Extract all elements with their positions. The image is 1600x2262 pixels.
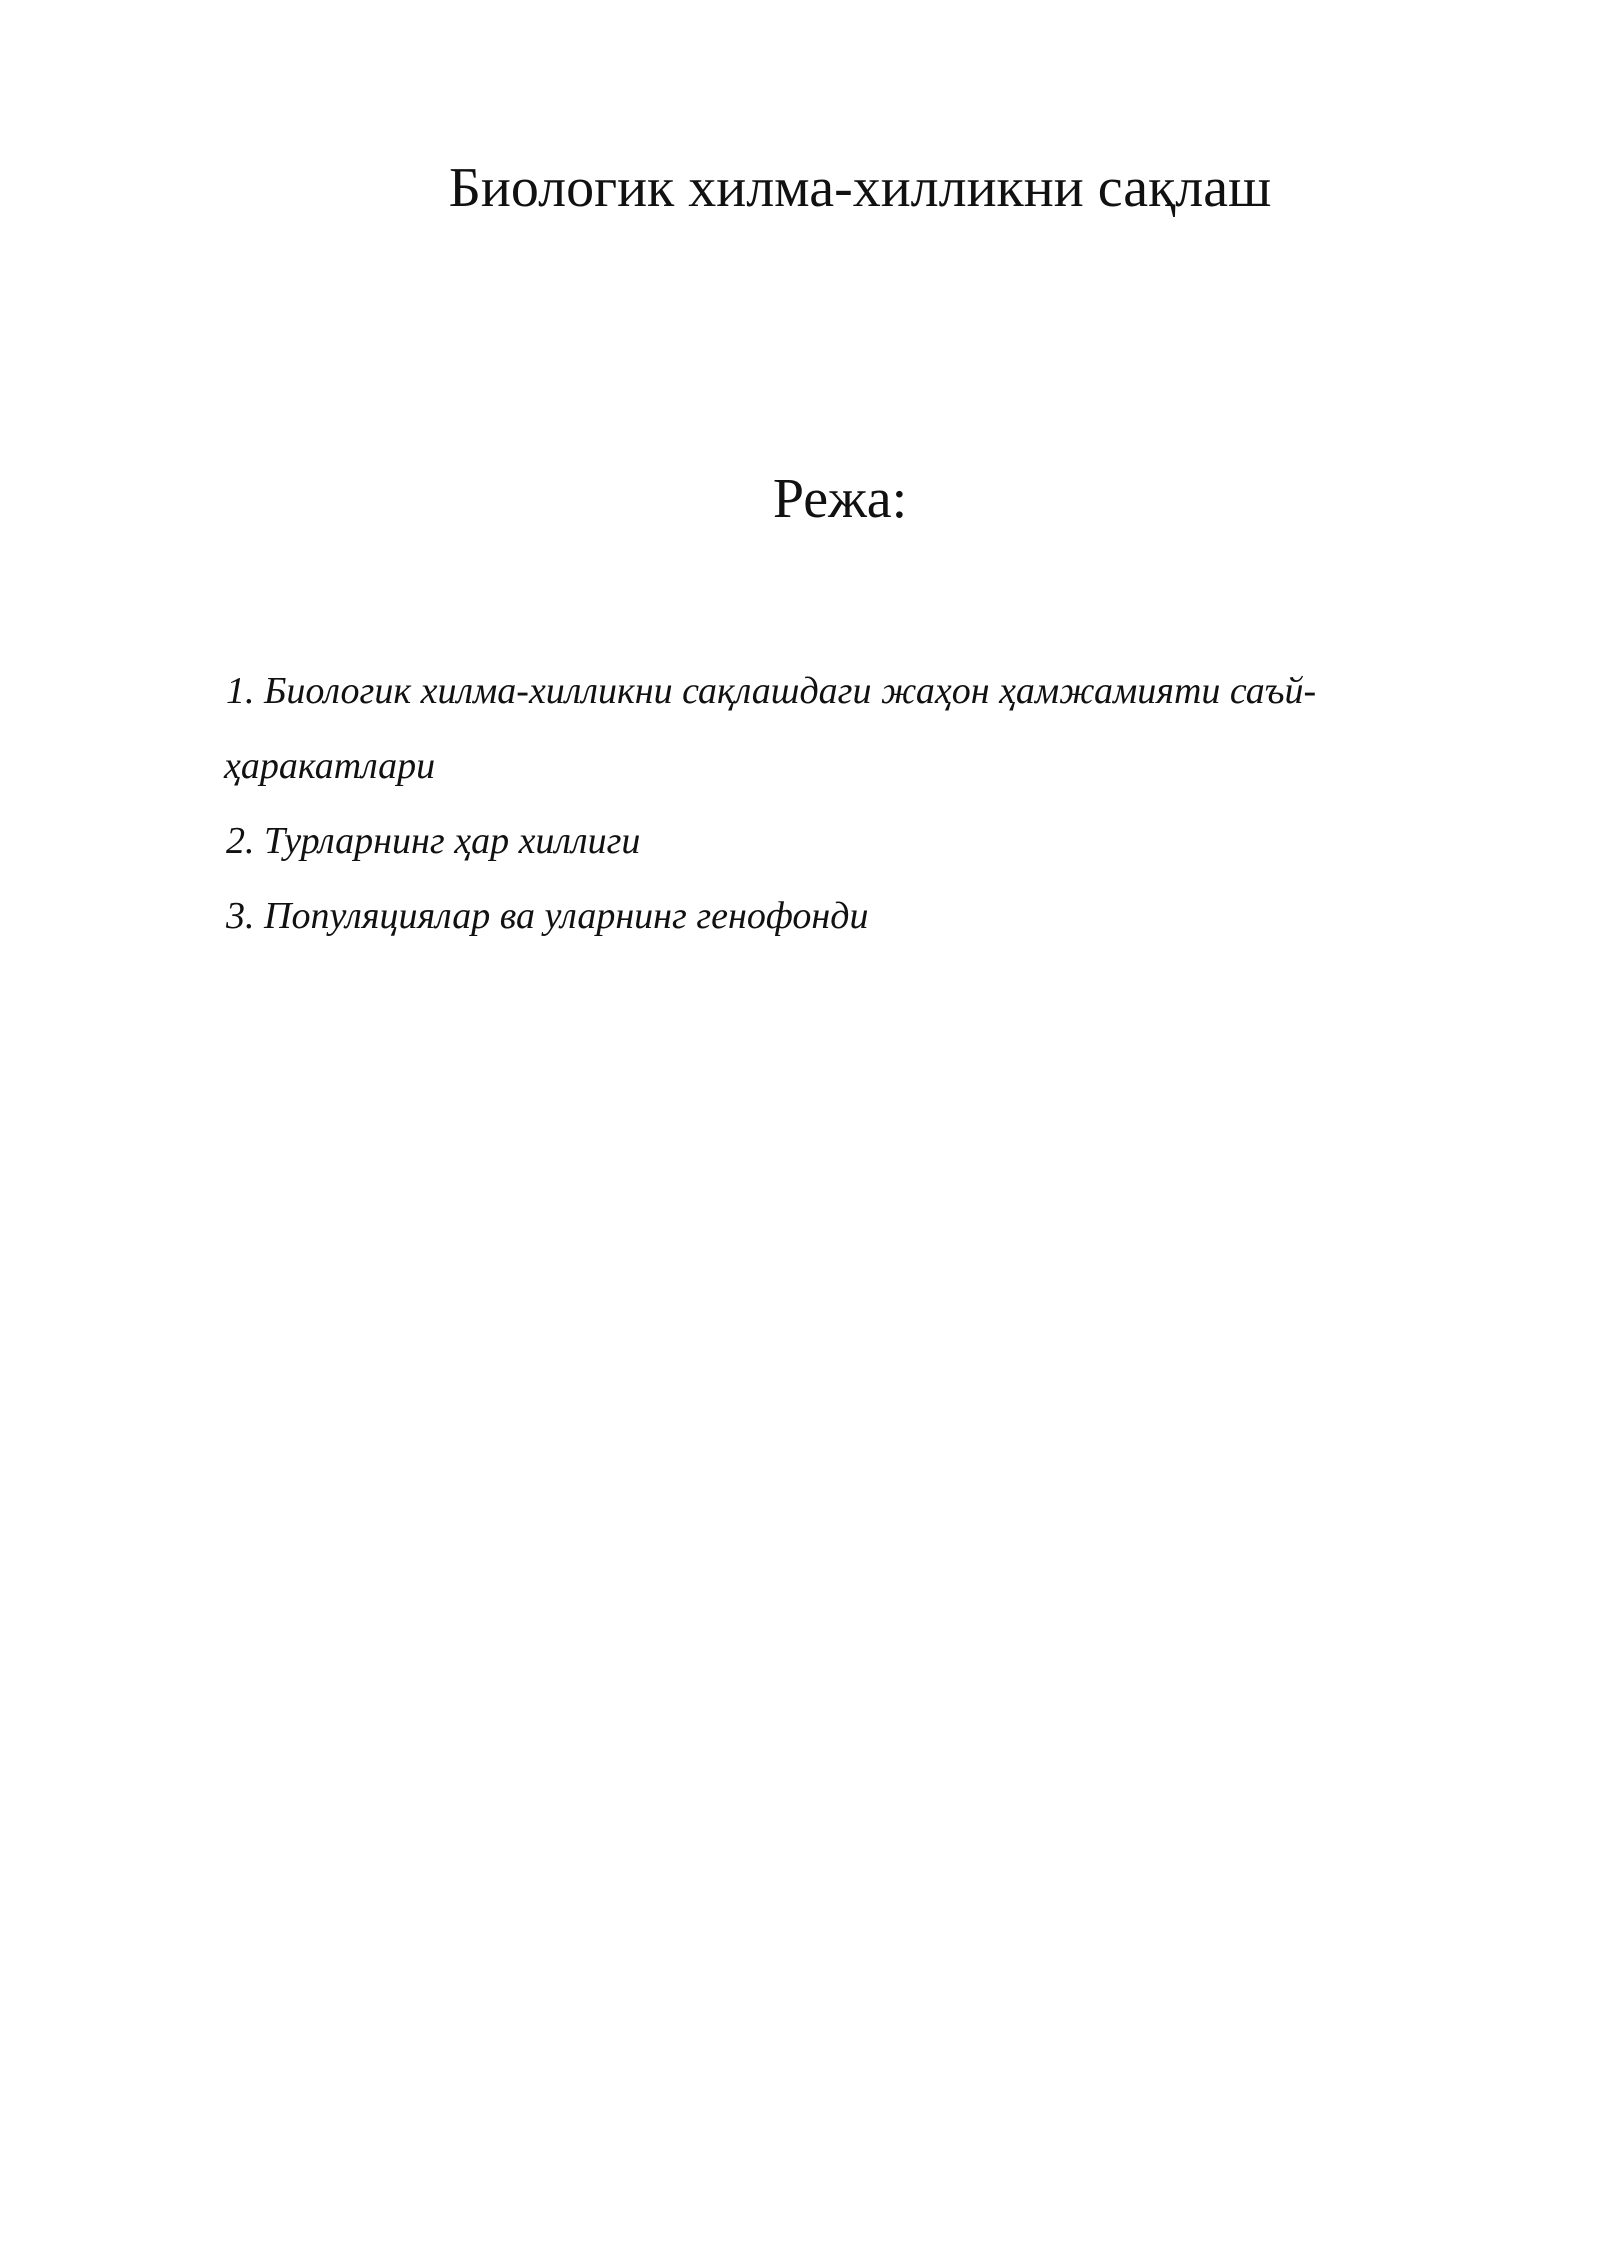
document-title: Биологик хилма-хилликни сақлаш xyxy=(448,157,1272,219)
plan-item xyxy=(226,804,1476,879)
plan-item-continuation: ҳаракатлари xyxy=(224,745,436,787)
plan-list xyxy=(226,654,1476,954)
plan-item xyxy=(226,879,1476,954)
plan-heading: Режа: xyxy=(772,468,908,530)
plan-item-text: 2. Турларнинг ҳар хиллиги xyxy=(226,820,641,862)
plan-item-text: 1. Биологик хилма-хилликни сақлашдаги жаҳон ҳамжамияти саъй- xyxy=(226,670,1317,712)
plan-item-text: 3. Популяциялар ва уларнинг генофонди xyxy=(226,895,869,937)
plan-item xyxy=(226,654,1476,804)
